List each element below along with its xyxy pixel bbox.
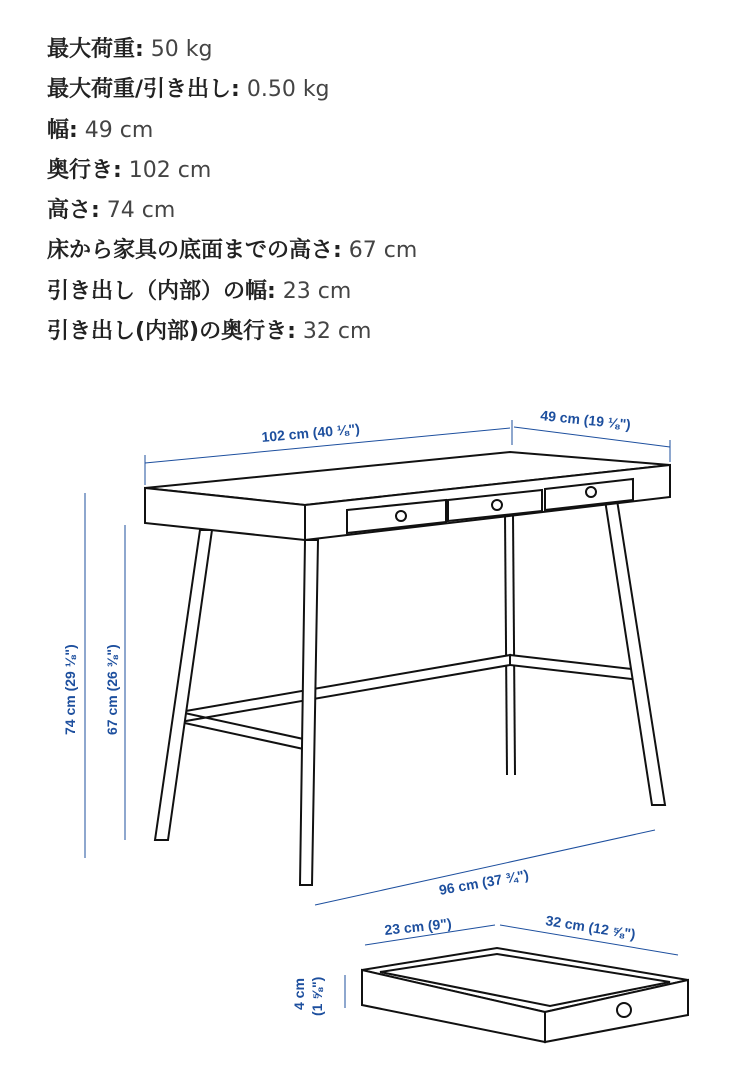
spec-underside-height: 床から家具の底面までの高さ: 67 cm [47, 238, 418, 264]
underside-height-dimension-label: 67 cm (26 ⅜") [104, 644, 120, 735]
spec-drawer-depth: 引き出し(内部)の奥行き: 32 cm [47, 319, 372, 345]
desk-illustration [145, 452, 670, 885]
drawer-illustration [362, 948, 688, 1042]
height-dimension-label: 74 cm (29 ⅛") [62, 644, 78, 735]
spec-width: 幅: 49 cm [47, 117, 154, 143]
spec-max-load: 最大荷重: 50 kg [47, 37, 213, 62]
width-dimension-label: 49 cm (19 ⅛") [539, 407, 632, 433]
leg-span-dimension-label: 96 cm (37 ¾") [437, 866, 530, 898]
drawer-depth-dimension-label: 32 cm (12 ⅝") [544, 912, 637, 943]
drawer-width-dimension-label: 23 cm (9") [383, 915, 453, 938]
depth-dimension-label: 102 cm (40 ⅛") [260, 420, 361, 445]
spec-depth: 奥行き: 102 cm [47, 157, 212, 183]
spec-height: 高さ: 74 cm [47, 198, 176, 224]
spec-drawer-width: 引き出し（内部）の幅: 23 cm [47, 278, 352, 304]
drawer-height-inch-label: (1 ⅝") [309, 976, 325, 1016]
spec-max-load-drawer: 最大荷重/引き出し: 0.50 kg [47, 77, 330, 103]
drawer-height-dimension-label: 4 cm [291, 978, 307, 1010]
